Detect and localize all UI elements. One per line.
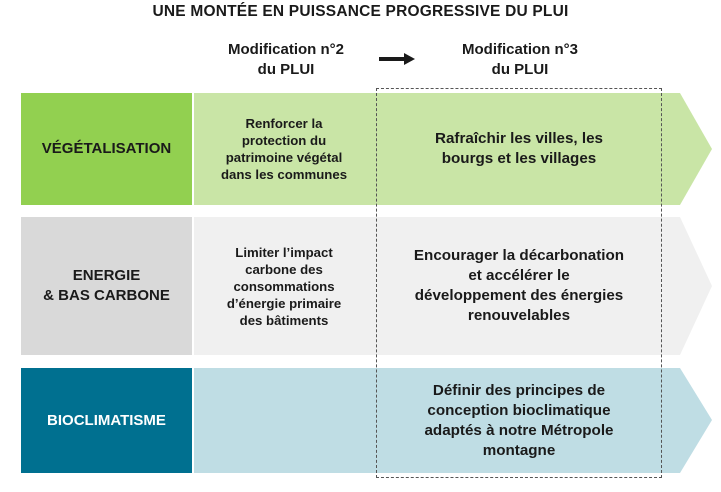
arrow-icon [379,53,415,65]
mod2-text: Renforcer la protection du patrimoine végétal dans les communes [220,116,348,182]
diagram-title: UNE MONTÉE EN PUISSANCE PROGRESSIVE DU PLUI [152,3,569,20]
row-label: VÉGÉTALISATION [21,93,192,205]
mod3-text: Rafraîchir les villes, les bourgs et les villages [434,130,603,167]
row-label: ENERGIE & BAS CARBONE [21,217,192,355]
mod3-text: Encourager la décarbonation et accélérer le développement des énergies renouvelables [413,247,625,324]
column-header-mod2: Modification n°2 du PLUI [228,41,344,78]
mod3-text: Définir des principes de conception bioclimatique adaptés à notre Métropole montagne [424,381,614,459]
row-label: BIOCLIMATISME [21,368,192,473]
column-header-mod3: Modification n°3 du PLUI [462,41,578,78]
mod2-text: Limiter l’impact carbone des consommations d’énergie primaire des bâtiments [226,244,342,328]
mod2-text [195,368,373,473]
